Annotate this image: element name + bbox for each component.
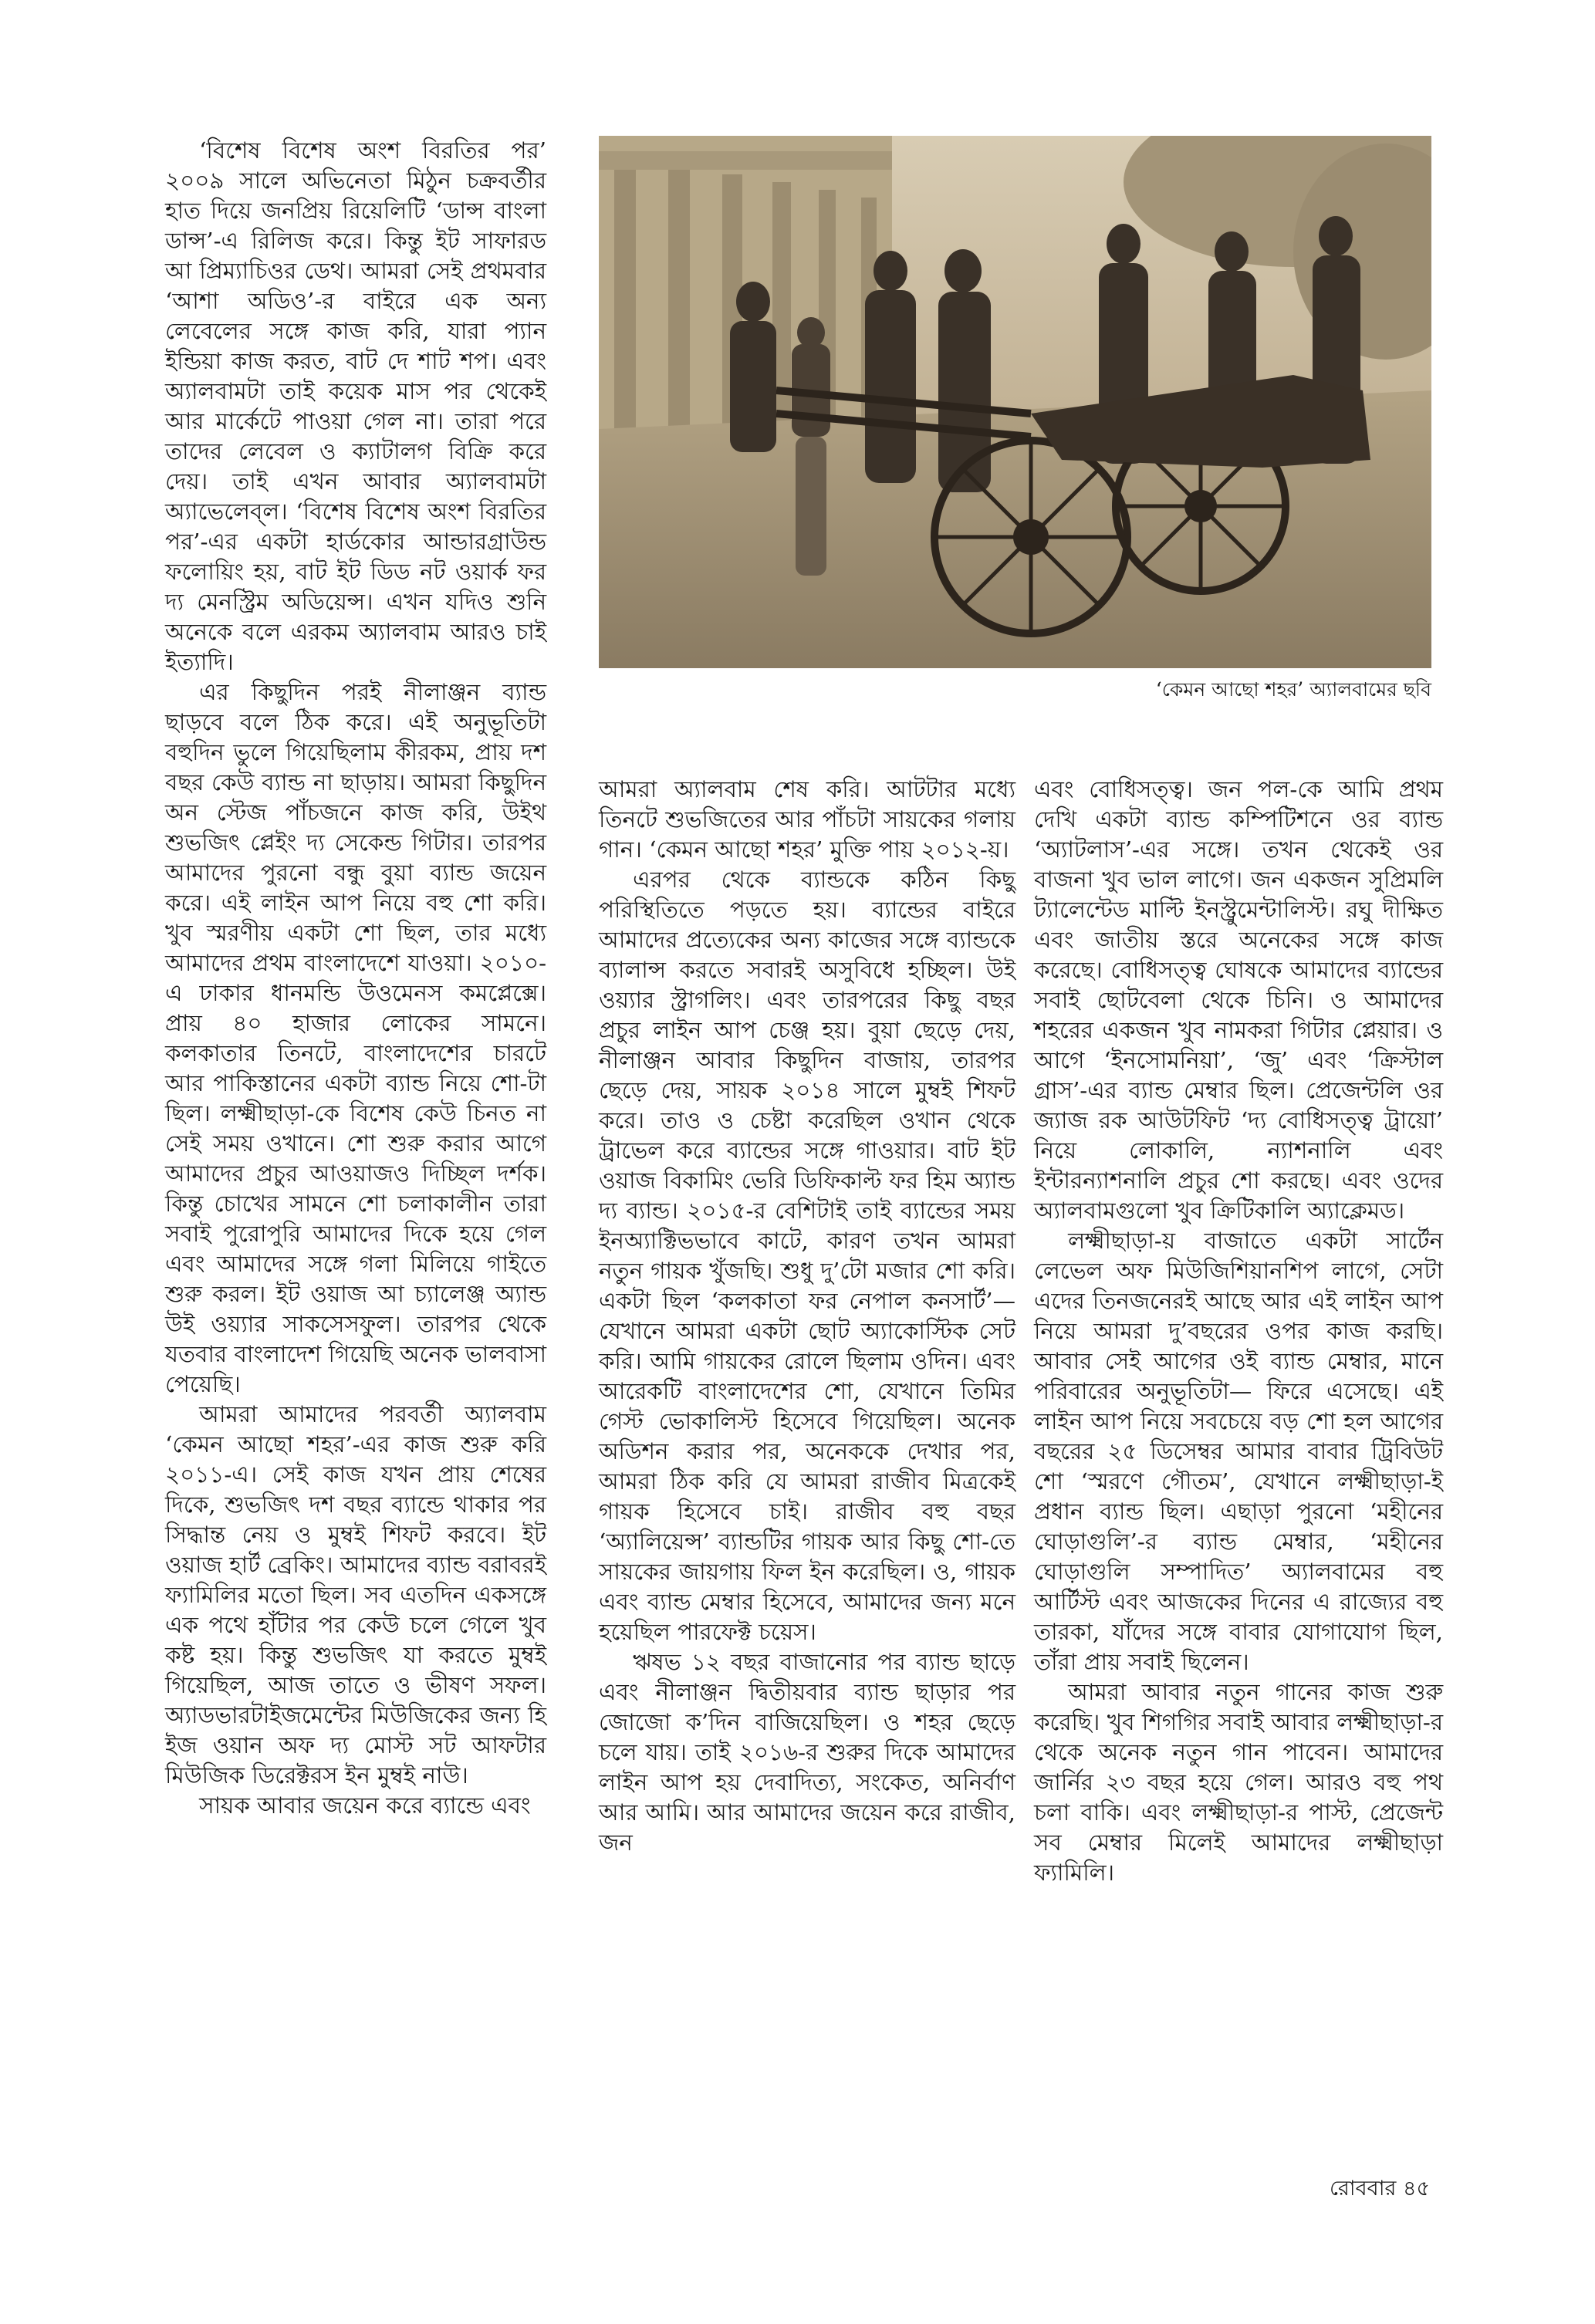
article-column-2 <box>599 775 1015 1858</box>
paragraph: আমরা আমাদের পরবর্তী অ্যালবাম ‘কেমন আছো শহর’-এর কাজ শুরু করি ২০১১-এ। সেই কাজ যখন প্রায় শেষের দিকে, শুভজিৎ দশ বছর ব্যান্ডে থাকার পর সিদ্ধান্ত নেয় ও মুম্বই শিফট করবে। ইট ওয়াজ হার্ট ব্রেকিং। আমাদের ব্যান্ড বরাবরই ফ্যামিলির মতো ছিল। সব এতদিন একসঙ্গে এক পথে হাঁটার পর কেউ চলে গেলে খুব কষ্ট হয়। কিন্তু শুভজিৎ যা করতে মুম্বই গিয়েছিল, আজ তাতে ও ভীষণ সফল। অ্যাডভারটাইজমেন্টের মিউজিকের জন্য হি ইজ ওয়ান অফ দ্য মোস্ট সট আফটার মিউজিক ডিরেক্টরস ইন মুম্বই নাউ। <box>165 1401 546 1789</box>
article-column-1 <box>165 136 546 1821</box>
paragraph: লক্ষ্মীছাড়া-য় বাজাতে একটা সার্টেন লেভেল অফ মিউজিশিয়ানশিপ লাগে, সেটা এদের তিনজনেরই আছে আর এই লাইন আপ নিয়ে আমরা দু’বছরের ওপর কাজ করছি। আবার সেই আগের ওই ব্যান্ড মেম্বার, মানে পরিবারের অনুভূতিটা— ফিরে এসেছে। এই লাইন আপ নিয়ে সবচেয়ে বড় শো হল আগের বছরের ২৫ ডিসেম্বর আমার বাবার ট্রিবিউট শো ‘স্মরণে গৌতম’, যেখানে লক্ষ্মীছাড়া-ই প্রধান ব্যান্ড ছিল। এছাড়া পুরনো ‘মহীনের ঘোড়াগুলি’-র ব্যান্ড মেম্বার, ‘মহীনের ঘোড়াগুলি সম্পাদিত’ অ্যালবামের বহু আর্টিস্ট এবং আজকের দিনের এ রাজ্যের বহু তারকা, যাঁদের সঙ্গে বাবার যোগাযোগ ছিল, তাঁরা প্রায় সবাই ছিলেন। <box>1034 1228 1443 1675</box>
paragraph: ‘বিশেষ বিশেষ অংশ বিরতির পর’ ২০০৯ সালে অভিনেতা মিঠুন চক্রবর্তীর হাত দিয়ে জনপ্রিয় রিয়েলিটি ‘ডান্স বাংলা ডান্স’-এ রিলিজ করে। কিন্তু ইট সাফারড আ প্রিম্যাচিওর ডেথ। আমরা সেই প্রথমবার ‘আশা অডিও’-র বাইরে এক অন্য লেবেলের সঙ্গে কাজ করি, যারা প্যান ইন্ডিয়া কাজ করত, বাট দে শাট শপ। এবং অ্যালবামটা তাই কয়েক মাস পর থেকেই আর মার্কেটে পাওয়া গেল না। তারা পরে তাদের লেবেল ও ক্যাটালগ বিক্রি করে দেয়। তাই এখন আবার অ্যালবামটা অ্যাভেলেব্‌ল। ‘বিশেষ বিশেষ অংশ বিরতির পর’-এর একটা হার্ডকোর আন্ডারগ্রাউন্ড ফলোয়িং হয়, বাট ইট ডিড নট ওয়ার্ক ফর দ্য মেনস্ট্রিম অডিয়েন্স। এখন যদিও শুনি অনেকে বলে এরকম অ্যালবাম আরও চাই ইত্যাদি। <box>165 137 546 675</box>
band-photo-illustration <box>599 136 1431 668</box>
paragraph: এরপর থেকে ব্যান্ডকে কঠিন কিছু পরিস্থিতিতে পড়তে হয়। ব্যান্ডের বাইরে আমাদের প্রত্যেকের অন্য কাজের সঙ্গে ব্যান্ডকে ব্যালান্স করতে সবারই অসুবিধে হচ্ছিল। উই ওয়্যার স্ট্রাগলিং। এবং তারপরের কিছু বছর প্রচুর লাইন আপ চেঞ্জ হয়। বুয়া ছেড়ে দেয়, নীলাঞ্জন আবার কিছুদিন বাজায়, তারপর ছেড়ে দেয়, সায়ক ২০১৪ সালে মুম্বই শিফট করে। তাও ও চেষ্টা করেছিল ওখান থেকে ট্রাভেল করে ব্যান্ডের সঙ্গে গাওয়ার। বাট ইট ওয়াজ বিকামিং ভেরি ডিফিকাল্ট ফর হিম অ্যান্ড দ্য ব্যান্ড। ২০১৫-র বেশিটাই তাই ব্যান্ডের সময় ইনঅ্যাক্টিভভাবে কাটে, কারণ তখন আমরা নতুন গায়ক খুঁজছি। শুধু দু’টো মজার শো করি। একটা ছিল ‘কলকাতা ফর নেপাল কনসার্ট’— যেখানে আমরা একটা ছোট অ্যাকোস্টিক সেট করি। আমি গায়কের রোলে ছিলাম ওদিন। এবং আরেকটি বাংলাদেশের শো, যেখানে তিমির গেস্ট ভোকালিস্ট হিসেবে গিয়েছিল। অনেক অডিশন করার পর, অনেককে দেখার পর, আমরা ঠিক করি যে আমরা রাজীব মিত্রকেই গায়ক হিসেবে চাই। রাজীব বহু বছর ‘অ্যালিয়েন্স’ ব্যান্ডটির গায়ক আর কিছু শো-তে সায়কের জায়গায় ফিল ইন করেছিল। ও, গায়ক এবং ব্যান্ড মেম্বার হিসেবে, আমাদের জন্য মনে হয়েছিল পারফেক্ট চয়েস। <box>599 866 1015 1645</box>
band-photo <box>599 136 1431 668</box>
paragraph: ঋষভ ১২ বছর বাজানোর পর ব্যান্ড ছাড়ে এবং নীলাঞ্জন দ্বিতীয়বার ব্যান্ড ছাড়ার পর জোজো ক’দিন বাজিয়েছিল। ও শহর ছেড়ে চলে যায়। তাই ২০১৬-র শুরুর দিকে আমাদের লাইন আপ হয় দেবাদিত্য, সংকেত, অনির্বাণ আর আমি। আর আমাদের জয়েন করে রাজীব, জন <box>599 1649 1015 1856</box>
paragraph: এবং বোধিসত্ত্ব। জন পল-কে আমি প্রথম দেখি একটা ব্যান্ড কম্পিটিশনে ওর ব্যান্ড ‘অ্যাটলাস’-এর সঙ্গে। তখন থেকেই ওর বাজনা খুব ভাল লাগে। জন একজন সুপ্রিমলি ট্যালেন্টেড মাল্টি ইনস্ট্রুমেন্টালিস্ট। রঘু দীক্ষিত এবং জাতীয় স্তরে অনেকের সঙ্গে কাজ করেছে। বোধিসত্ত্ব ঘোষকে আমাদের ব্যান্ডের সবাই ছোটবেলা থেকে চিনি। ও আমাদের শহরের একজন খুব নামকরা গিটার প্লেয়ার। ও আগে ‘ইনসোমনিয়া’, ‘জু’ এবং ‘ক্রিস্টাল গ্রাস’-এর ব্যান্ড মেম্বার ছিল। প্রেজেন্টলি ওর জ্যাজ রক আউটফিট ‘দ্য বোধিসত্ত্ব ট্রায়ো’ নিয়ে লোকালি, ন্যাশনালি এবং ইন্টারন্যাশনালি প্রচুর শো করছে। এবং ওদের অ্যালবামগুলো খুব ক্রিটিকালি অ্যাক্লেমড। <box>1034 776 1443 1224</box>
photo-caption: ‘কেমন আছো শহর’ অ্যালবামের ছবি <box>1155 678 1431 701</box>
paragraph: সায়ক আবার জয়েন করে ব্যান্ডে এবং <box>199 1792 531 1819</box>
page-folio: রোববার ৪৫ <box>1330 2177 1430 2201</box>
paragraph: আমরা আবার নতুন গানের কাজ শুরু করেছি। খুব শিগগির সবাই আবার লক্ষ্মীছাড়া-র থেকে অনেক নতুন গান পাবেন। আমাদের জার্নির ২৩ বছর হয়ে গেল। আরও বহু পথ চলা বাকি। এবং লক্ষ্মীছাড়া-র পাস্ট, প্রেজেন্ট সব মেম্বার মিলেই আমাদের লক্ষ্মীছাড়া ফ্যামিলি। <box>1034 1679 1443 1886</box>
paragraph: এর কিছুদিন পরই নীলাঞ্জন ব্যান্ড ছাড়বে বলে ঠিক করে। এই অনুভূতিটা বহুদিন ভুলে গিয়েছিলাম কীরকম, প্রায় দশ বছর কেউ ব্যান্ড না ছাড়ায়। আমরা কিছুদিন অন স্টেজ পাঁচজনে কাজ করি, উইথ শুভজিৎ প্লেইং দ্য সেকেন্ড গিটার। তারপর আমাদের পুরনো বন্ধু বুয়া ব্যান্ড জয়েন করে। এই লাইন আপ নিয়ে বহু শো করি। খুব স্মরণীয় একটা শো ছিল, তার মধ্যে আমাদের প্রথম বাংলাদেশে যাওয়া। ২০১০-এ ঢাকার ধানমন্ডি উওমেনস কমপ্লেক্সে। প্রায় ৪০ হাজার লোকের সামনে। কলকাতার তিনটে, বাংলাদেশের চারটে আর পাকিস্তানের একটা ব্যান্ড নিয়ে শো-টা ছিল। লক্ষ্মীছাড়া-কে বিশেষ কেউ চিনত না সেই সময় ওখানে। শো শুরু করার আগে আমাদের প্রচুর আওয়াজও দিচ্ছিল দর্শক। কিন্তু চোখের সামনে শো চলাকালীন তারা সবাই পুরোপুরি আমাদের দিকে হয়ে গেল এবং আমাদের সঙ্গে গলা মিলিয়ে গাইতে শুরু করল। ইট ওয়াজ আ চ্যালেঞ্জ অ্যান্ড উই ওয়্যার সাকসেসফুল। তারপর থেকে যতবার বাংলাদেশ গিয়েছি অনেক ভালবাসা পেয়েছি। <box>165 679 546 1397</box>
paragraph: আমরা অ্যালবাম শেষ করি। আটটার মধ্যে তিনটে শুভজিতের আর পাঁচটা সায়কের গলায় গান। ‘কেমন আছো শহর’ মুক্তি পায় ২০১২-য়। <box>599 776 1015 863</box>
article-column-3 <box>1034 775 1443 1888</box>
